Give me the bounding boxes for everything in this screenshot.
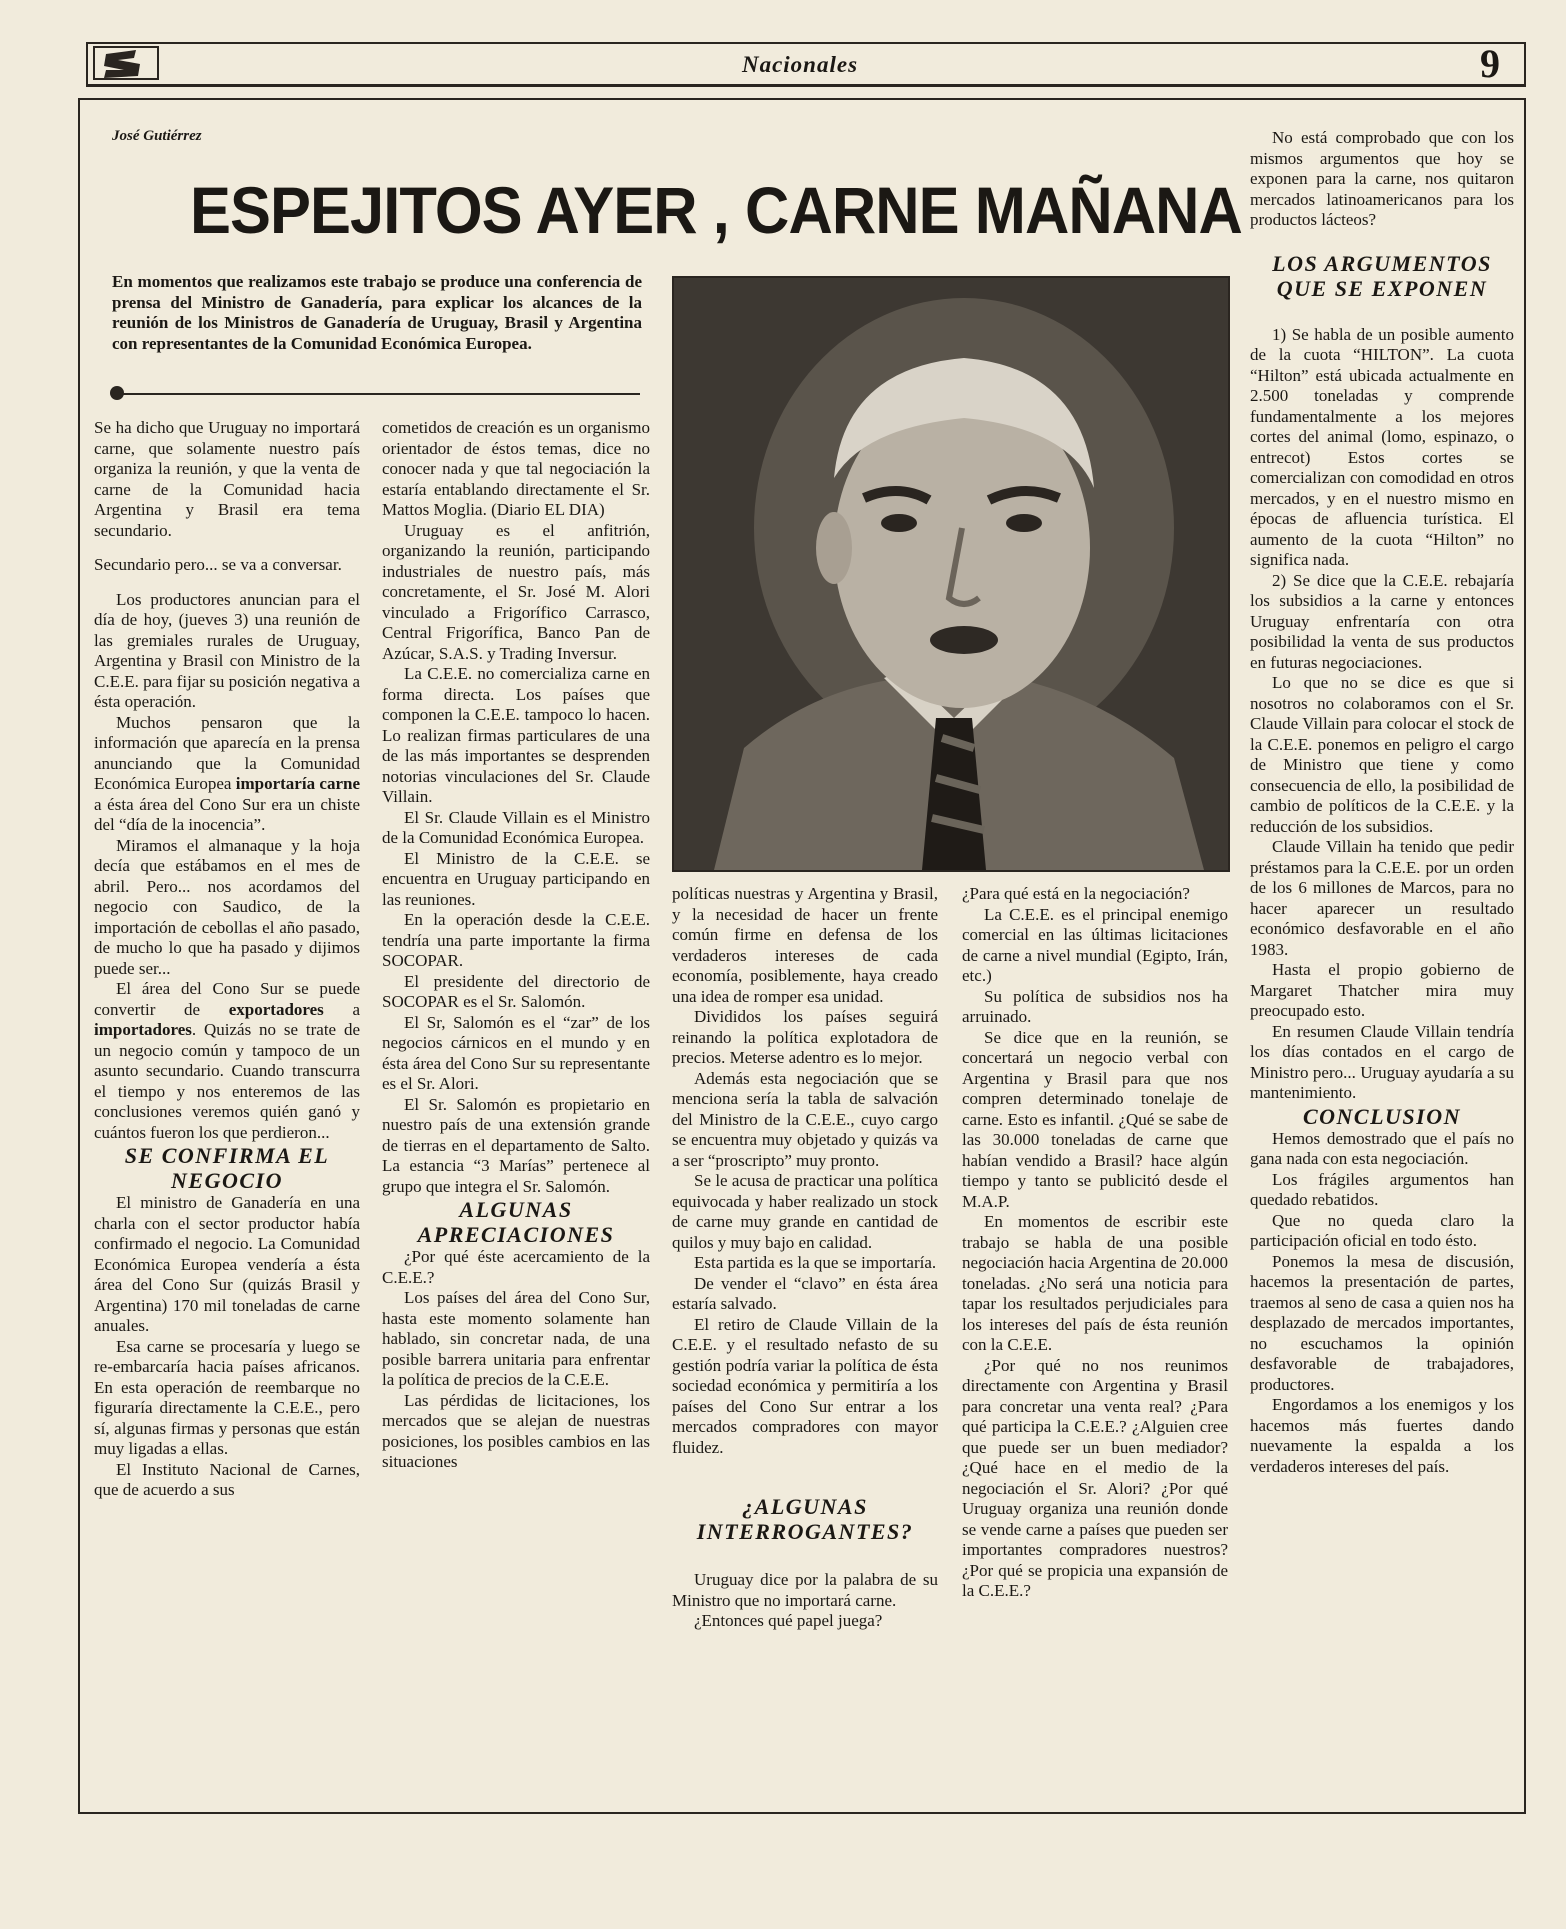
lead-rule: [122, 393, 640, 395]
paragraph: ¿Por qué no nos reunimos directamente con Argentina y Brasil para concretar una venta real? ¿Para qué participa la C.E.E.? ¿Alguien cree que puede ser un buen mediador? ¿Qué hace en el medio de la negociación el Sr. Alori? ¿Por qué Uruguay organiza una reunión donde se vende carne a países que pueden ser importantes compradores nuestros? ¿Por qué se propicia una expansión de la C.E.E.?: [962, 1355, 1228, 1600]
paragraph: Divididos los países seguirá reinando la política explotadora de precios. Meterse adentro es lo mejor.: [672, 1007, 938, 1067]
paragraph: En resumen Claude Villain tendría los días contados en el cargo de Ministro pero... Uruguay ayudaría a su mantenimiento.: [1250, 1021, 1514, 1102]
paragraph: Ponemos la mesa de discusión, hacemos la presentación de partes, traemos al seno de casa a quien nos ha desplazado de mercados importantes, no escuchamos la opinión desfavorable de trabajadores, productores.: [1250, 1251, 1514, 1394]
article-column-3: [672, 884, 938, 1632]
paragraph: La C.E.E. no comercializa carne en forma directa. Los países que componen la C.E.E. tampoco lo hacen. Lo realizan firmas particulares de una de las más importantes se desprenden notorias vinculaciones del Sr. Claude Villain.: [382, 664, 650, 806]
paragraph: Se dice que en la reunión, se concertará un negocio verbal con Argentina y Brasil para que nos compren determinado tonelaje de carne. Esto es infantil. ¿Qué se sabe de las 30.000 toneladas de carne que habían vendido a Brasil? hace algún tiempo y tanto se publicitó desde el M.A.P.: [962, 1027, 1228, 1211]
headline: ESPEJITOS AYER , CARNE MAÑANA: [190, 173, 1242, 247]
paragraph: La C.E.E. es el principal enemigo comercial en las últimas licitaciones de carne a nivel mundial (Egipto, Irán, etc.): [962, 904, 1228, 985]
paragraph: El Instituto Nacional de Carnes, que de acuerdo a sus: [94, 1459, 360, 1499]
paragraph: políticas nuestras y Argentina y Brasil, y la necesidad de hacer un frente común firme en defensa de los verdaderos intereses de cada economía, posiblemente, haya creado una idea de romper esa unidad.: [672, 884, 938, 1006]
paragraph: Uruguay dice por la palabra de su Ministro que no importará carne.: [672, 1570, 938, 1610]
paragraph: En la operación desde la C.E.E. tendría una parte importante la firma SOCOPAR.: [382, 910, 650, 970]
bold-text-run: exportadores: [228, 999, 324, 1019]
paragraph: Secundario pero... se va a conversar.: [94, 555, 342, 574]
paragraph: Que no queda claro la participación oficial en todo ésto.: [1250, 1210, 1514, 1250]
paragraph: Esa carne se procesaría y luego se re-embarcaría hacia países africanos. En esta operación de reembarque no figuraría directamente la C.E.E., pero sí, algunas firmas y personas que están muy ligadas a ellas.: [94, 1336, 360, 1458]
paragraph: En momentos de escribir este trabajo se habla de una posible negociación hacia Argentina de 20.000 toneladas. ¿No será una noticia para tapar los resultados perjudiciales para los intereses del país de ésta reunión con la C.E.E.: [962, 1212, 1228, 1354]
paragraph: Además esta negociación que se menciona sería la tabla de salvación del Ministro de la C.E.E., cuyo cargo se encuentra muy objetado y quizás va a ser “proscripto” muy pronto.: [672, 1068, 938, 1170]
portrait-illustration: [674, 278, 1228, 870]
paragraph: El Sr, Salomón es el “zar” de los negocios cárnicos en el mundo y en ésta área del Cono Sur su representante es el Sr. Alori.: [382, 1012, 650, 1093]
subheading: SE CONFIRMA EL NEGOCIO: [124, 1143, 330, 1193]
paragraph: Los productores anuncian para el día de hoy, (jueves 3) una reunión de las gremiales rurales de Uruguay, Argentina y Brasil con Ministro de la C.E.E. para fijar su posición negativa a ésta operación.: [94, 589, 360, 711]
paragraph: De vender el “clavo” en ésta área estaría salvado.: [672, 1273, 938, 1313]
bold-text-run: importadores: [94, 1020, 192, 1039]
article-column-5: [1250, 128, 1514, 1477]
paragraph: Hemos demostrado que el país no gana nada con esta negociación.: [1250, 1128, 1514, 1168]
paragraph: Claude Villain ha tenido que pedir préstamos para la C.E.E. por un orden de los 6 millones de Marcos, para no hacer aparecer un resultado económico desfavorable en el año 1983.: [1250, 837, 1514, 959]
paragraph: Miramos el almanaque y la hoja decía que estábamos en el mes de abril. Pero... nos acordamos del negocio con Saudico, de la importación de cebollas el año pasado, de mucho lo que ha pasado y dijimos puede ser...: [94, 835, 360, 978]
paragraph: Se le acusa de practicar una política equivocada y haber realizado un stock de carne muy grande en cantidad de quilos y muy bajo en calidad.: [672, 1171, 938, 1252]
byline: José Gutiérrez: [112, 128, 202, 144]
paragraph: Esta partida es la que se importaría.: [694, 1253, 937, 1272]
subheading: ¿ALGUNAS INTERROGANTES?: [696, 1494, 914, 1544]
paragraph: [94, 979, 360, 1143]
lead-paragraph: En momentos que realizamos este trabajo se produce una conferencia de prensa del Ministro de Ganadería, para explicar los alcances de la reunión de los Ministros de Ganadería de Uruguay, Brasil y Argentina con representantes de la Comunidad Económica Europea.: [112, 272, 642, 353]
paragraph: Engordamos a los enemigos y los hacemos más fuertes dando nuevamente la espalda a los verdaderos intereses del país.: [1250, 1395, 1514, 1476]
paragraph: El retiro de Claude Villain de la C.E.E. y el resultado nefasto de su gestión podría variar la política de ésta sociedad económica y permitiría a los países del Cono Sur entrar a los mercados compradores con mayor fluidez.: [672, 1314, 938, 1457]
paragraph: 1) Se habla de un posible aumento de la cuota “HILTON”. La cuota “Hilton” está ubicada actualmente en 2.500 toneladas y comprende fundamentalmente a los mejores cortes del animal (lomo, espinazo, o entrecot) Estos cortes se comercializan con comodidad en otros mercados, y en el nuestro mismo en épocas de afluencia turística. El aumento de la cuota “Hilton” no significa nada.: [1250, 324, 1514, 569]
text-run: a: [323, 999, 361, 1019]
bold-text-run: importaría carne: [235, 774, 360, 793]
paragraph: No está comprobado que con los mismos argumentos que hoy se exponen para la carne, nos quitaron mercados latinoamericanos para los productos lácteos?: [1250, 128, 1514, 229]
paragraph: ¿Entonces qué papel juega?: [694, 1611, 883, 1630]
article-column-1: [94, 418, 360, 1501]
paragraph: [94, 713, 360, 836]
section-name: Nacionales: [741, 52, 859, 77]
article-column-2: [382, 418, 650, 1473]
text-run: El área del Cono Sur se puede convertir de: [94, 979, 360, 1019]
subheading: LOS ARGUMENTOS QUE SE EXPONEN: [1272, 250, 1492, 301]
paragraph: ¿Por qué éste acercamiento de la C.E.E.?: [382, 1247, 650, 1287]
publication-logo: [92, 44, 160, 82]
portrait-photo: [672, 276, 1230, 872]
paragraph: Lo que no se dice es que si nosotros no colaboramos con el Sr. Claude Villain para colocar el stock de la C.E.E. ponemos en peligro el cargo de Ministro que tiene y como consecuencia de ello, la posibilidad de cambio de políticos de la C.E.E. y la reducción de los subsidios.: [1250, 673, 1514, 836]
text-run: . Quizás no se trate de un negocio común y tampoco de un asunto secundario. Cuando transcurra el tiempo y nos enteremos de las conclusiones veremos quién ganó y cuántos fueron los que perdieron...: [94, 1020, 360, 1142]
page-number: 9: [1480, 41, 1500, 86]
paragraph: Uruguay es el anfitrión, organizando la reunión, participando industriales de nuestro país, más concretamente, el Sr. José M. Alori vinculado a Frigorífico Carrasco, Central Frigorífica, Banco Pan de Azúcar, S.A.S. y Trading Inversur.: [382, 520, 650, 663]
paragraph: Su política de subsidios nos ha arruinado.: [962, 986, 1228, 1026]
paragraph: 2) Se dice que la C.E.E. rebajaría los subsidios a la carne y entonces Uruguay enfrentaría con otra posibilidad la venta de sus productos en futuras negociaciones.: [1250, 570, 1514, 672]
paragraph: El Sr. Claude Villain es el Ministro de la Comunidad Económica Europea.: [382, 807, 650, 847]
paragraph: ¿Para qué está en la negociación?: [962, 884, 1190, 903]
paragraph: Se ha dicho que Uruguay no importará carne, que solamente nuestro país organiza la reunión, y que la venta de carne de la Comunidad hacia Argentina y Brasil era tema secundario.: [94, 418, 360, 540]
paragraph: El ministro de Ganadería en una charla con el sector productor había confirmado el negocio. La Comunidad Económica Europea vendería a ésta área del Cono Sur (quizás Brasil y Argentina) 170 mil toneladas de carne anuales.: [94, 1193, 360, 1335]
paragraph: cometidos de creación es un organismo orientador de éstos temas, dice no conocer nada y que tal negociación la estaría entablando directamente el Sr. Mattos Moglia. (Diario EL DIA): [382, 418, 650, 519]
paragraph: El presidente del directorio de SOCOPAR es el Sr. Salomón.: [382, 971, 650, 1011]
subheading: ALGUNAS APRECIACIONES: [417, 1197, 615, 1247]
paragraph: Hasta el propio gobierno de Margaret Thatcher mira muy preocupado esto.: [1250, 960, 1514, 1020]
subheading: CONCLUSION: [1302, 1103, 1462, 1129]
paragraph: El Sr. Salomón es propietario en nuestro país de una extensión grande de tierras en el departamento de Salto. La estancia “3 Marías” pertenece al grupo que integra el Sr. Salomón.: [382, 1094, 650, 1196]
paragraph: Las pérdidas de licitaciones, los mercados que se alejan de nuestras posiciones, los posibles cambios en las situaciones: [382, 1390, 650, 1471]
paragraph: Los países del área del Cono Sur, hasta este momento solamente han hablado, sin concretar nada, de una posible barrera unitaria para enfrentar la política de precios de la C.E.E.: [382, 1288, 650, 1389]
text-run: a ésta área del Cono Sur era un chiste del “día de la inocencia”.: [94, 794, 360, 834]
text-run: Muchos pensaron que la información que aparecía en la prensa anunciando que la Comunidad Económica Europea: [94, 712, 360, 793]
paragraph: Los frágiles argumentos han quedado rebatidos.: [1250, 1169, 1514, 1209]
paragraph: El Ministro de la C.E.E. se encuentra en Uruguay participando en las reuniones.: [382, 848, 650, 909]
article-column-4: [962, 884, 1228, 1602]
